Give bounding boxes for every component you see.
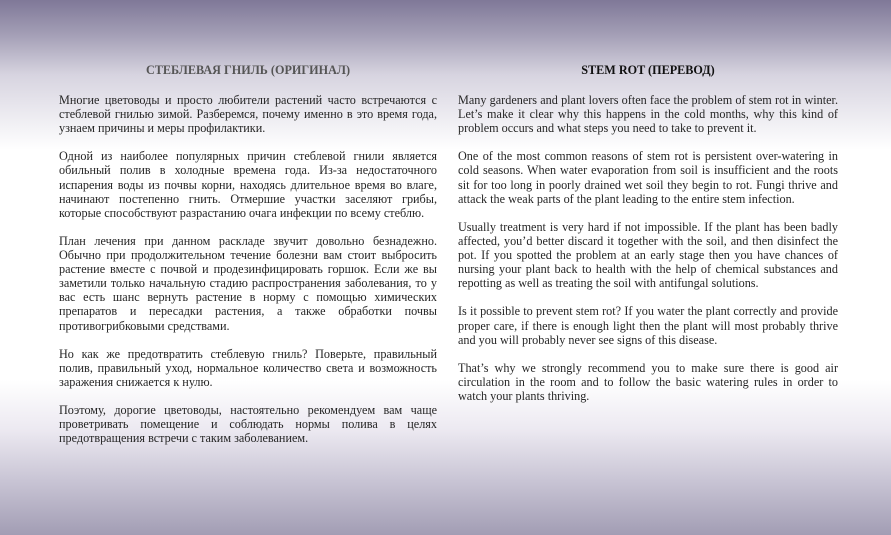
translation-title: STEM ROT (ПЕРЕВОД) <box>581 63 715 77</box>
original-paragraph-1: Многие цветоводы и просто любители растений часто встречаются с стеблевой гнилью зимой. Разберемся, почему именно в это время года, узнаем причины и меры профилактики. <box>59 93 437 136</box>
translation-column <box>458 63 838 417</box>
translation-paragraph-5: That’s why we strongly recommend you to make sure there is good air circulation in the room and to follow the basic watering rules in order to watch your plants thriving. <box>458 360 838 403</box>
translation-paragraph-1: Many gardeners and plant lovers often face the problem of stem rot in winter. Let’s make it clear why this happens in the cold months, why this kind of problem occurs and what steps you need to take to prevent it. <box>458 93 838 136</box>
original-paragraph-3: План лечения при данном раскладе звучит довольно безнадежно. Обычно при продолжительном течение болезни вам стоит выбросить растение вместе с почвой и продезинфицировать горшок. Если же вы заметили только начальную стадию распространения заболевания, то у вас есть шанс вернуть растение в норму с помощью химических препаратов и пересадки растения, а также обработки почвы противогрибковыми средствами. <box>59 233 437 333</box>
original-paragraph-5: Поэтому, дорогие цветоводы, настоятельно рекомендуем вам чаще проветривать помещение и соблюдать нормы полива в целях предотвращения встречи с таким заболеванием. <box>59 403 437 446</box>
translation-paragraph-4: Is it possible to prevent stem rot? If you water the plant correctly and provide proper care, if there is enough light then the plant will most probably thrive and you will probably never see signs of this disease. <box>458 304 838 347</box>
original-column <box>59 63 437 459</box>
original-title: СТЕБЛЕВАЯ ГНИЛЬ (ОРИГИНАЛ) <box>145 63 351 77</box>
translation-paragraph-3: Usually treatment is very hard if not impossible. If the plant has been badly affected, you’d better discard it together with the soil, and then disinfect the pot. If you spotted the problem at an early stage then you have chances of nursing your plant back to health with the help of chemical substances and repotting as well as treating the soil with antifungal solutions. <box>458 219 838 291</box>
original-paragraph-2: Одной из наиболее популярных причин стеблевой гнили является обильный полив в холодные времена года. Из-за недостаточного испарения воды из почвы корни, находясь длительное время во влаге, начинают постепенно гнить. Отмершие участки заселяют грибы, которые способствуют разрастанию очага инфекции по всему стеблю. <box>59 149 437 220</box>
translation-paragraph-2: One of the most common reasons of stem rot is persistent over-watering in cold seasons. When water evaporation from soil is insufficient and the roots sit for too long in poorly drained wet soil they begin to rot. Fungi thrive and attack the weak parts of the plant leading to the entire stem infection. <box>458 149 838 206</box>
original-paragraph-4: Но как же предотвратить стеблевую гниль? Поверьте, правильный полив, правильный уход, нормальное количество света и возможность заражения снижается к нулю. <box>59 346 437 389</box>
